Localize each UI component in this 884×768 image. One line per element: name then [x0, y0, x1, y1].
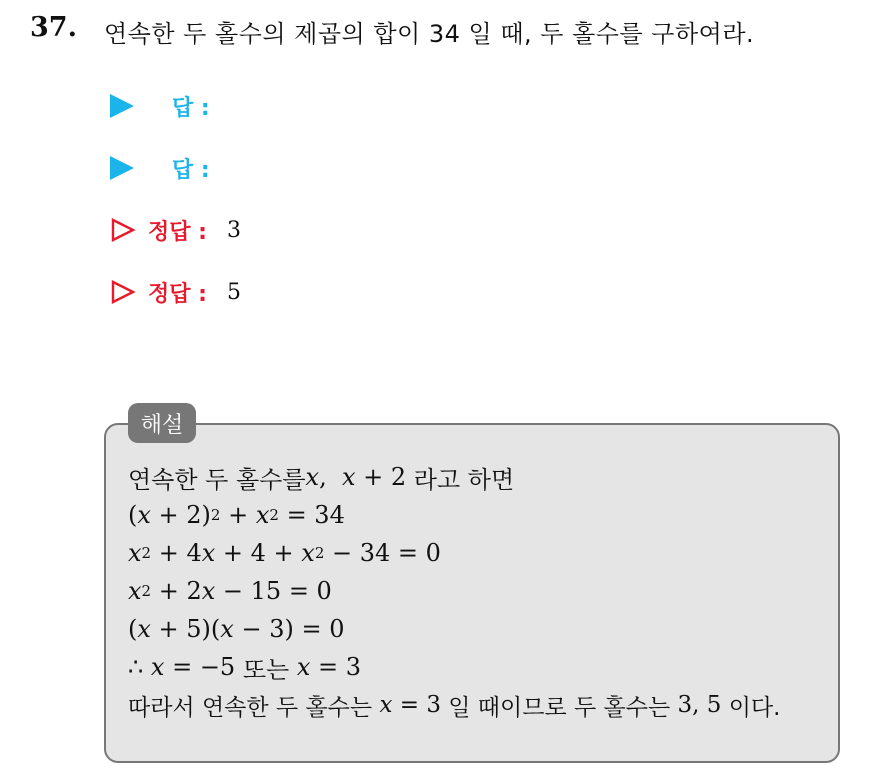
- math-text: (: [128, 615, 138, 643]
- math-variable: x: [379, 692, 393, 718]
- solution-line: [128, 648, 838, 686]
- answer-label: 답 :: [172, 95, 210, 121]
- solution-line: ( x + 2) 2 + x 2 = 34: [128, 501, 345, 529]
- math-variable: x: [255, 501, 270, 529]
- math-text: + 2: [151, 577, 202, 605]
- math-text: = −5: [164, 653, 243, 681]
- solution-line: [128, 610, 838, 648]
- solution-body: [128, 458, 838, 724]
- math-text: ∴: [128, 653, 151, 681]
- math-variable: x: [201, 577, 216, 605]
- outline-triangle-icon: [110, 217, 136, 243]
- correct-answer-value: 3: [226, 217, 241, 243]
- math-text: (: [128, 501, 138, 529]
- math-variable: x: [305, 463, 320, 491]
- answer-row: [110, 90, 230, 122]
- solution-text: 일 때이므로 두 홀수는: [448, 694, 678, 721]
- solution-line: x 2 + 2 x − 15 = 0: [128, 577, 332, 605]
- correct-answer-row: [110, 214, 241, 246]
- solution-text: 연속한 두 홀수를: [128, 465, 306, 494]
- solution-text: 라고 하면: [413, 465, 515, 494]
- correct-answer-label: 정답 :: [148, 219, 207, 245]
- solution-text: 이다.: [728, 694, 781, 721]
- math-text: = 34: [278, 501, 345, 529]
- math-text: − 15 = 0: [215, 577, 332, 605]
- math-variable: x: [128, 577, 142, 605]
- math-text: + 2: [355, 463, 414, 491]
- correct-answer-label: 정답 :: [148, 281, 207, 307]
- math-text: + 5)(: [150, 615, 221, 643]
- correct-answer-value: 5: [226, 279, 241, 305]
- math-variable: x: [220, 615, 234, 643]
- solution-tab: 해설: [128, 403, 196, 443]
- math-text: 3, 5: [677, 692, 729, 718]
- play-triangle-icon: [110, 156, 134, 180]
- solution-line: x 2 + 4 x + 4 + x 2 − 34 = 0: [128, 539, 441, 567]
- answer-label: 답 :: [172, 157, 210, 183]
- correct-answer-row: [110, 276, 241, 308]
- answer-row: [110, 152, 230, 184]
- question-text: 연속한 두 홀수의 제곱의 합이 34 일 때, 두 홀수를 구하여라.: [104, 20, 755, 48]
- math-variable: x: [301, 539, 315, 567]
- math-text: +: [220, 501, 256, 529]
- math-variable: x: [341, 463, 356, 491]
- math-text: = 3: [310, 653, 362, 681]
- math-text: + 4: [151, 539, 202, 567]
- math-variable: x: [150, 653, 165, 681]
- math-text: − 3) = 0: [233, 615, 345, 643]
- math-variable: x: [128, 539, 142, 567]
- math-text: + 2): [150, 501, 211, 529]
- math-text: ,: [319, 463, 342, 491]
- math-variable: x: [137, 501, 151, 529]
- outline-triangle-icon: [110, 279, 136, 305]
- math-text: = 3: [392, 692, 449, 718]
- solution-line: [128, 458, 838, 496]
- math-variable: x: [296, 653, 311, 681]
- math-variable: x: [137, 615, 151, 643]
- solution-text: 따라서 연속한 두 홀수는: [128, 694, 380, 721]
- math-variable: x: [201, 539, 216, 567]
- math-text: + 4 +: [215, 539, 302, 567]
- question-number: 37.: [30, 12, 77, 43]
- solution-line: [128, 686, 838, 724]
- math-text: − 34 = 0: [324, 539, 441, 567]
- play-triangle-icon: [110, 94, 134, 118]
- solution-text: 또는: [242, 655, 297, 684]
